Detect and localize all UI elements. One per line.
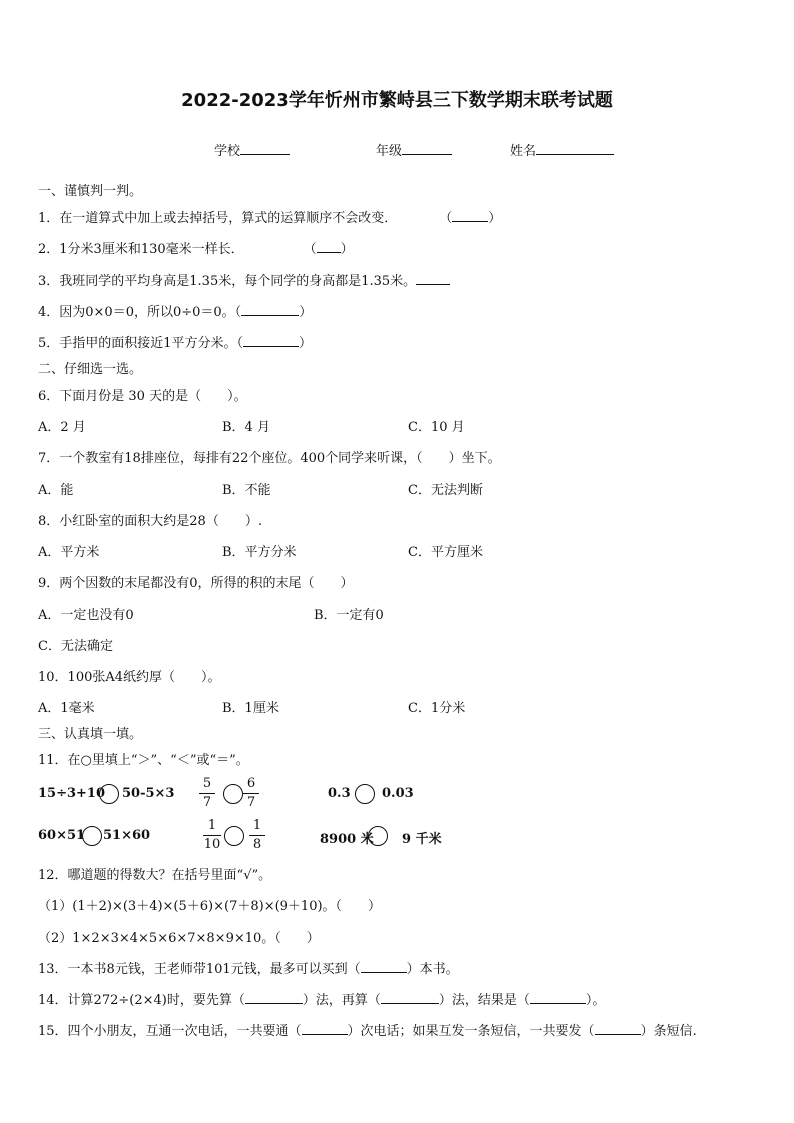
name-label: 姓名 bbox=[510, 144, 537, 159]
question-12: 12．哪道题的得数大？在括号里面“√”。 bbox=[38, 868, 272, 883]
q15-blank-1[interactable] bbox=[302, 1022, 348, 1035]
name-field bbox=[510, 140, 614, 159]
q10-option-a[interactable]: A．1毫米 bbox=[38, 701, 95, 716]
q5-answer-blank[interactable] bbox=[243, 334, 299, 347]
school-blank[interactable] bbox=[240, 142, 290, 155]
cmp4-circle[interactable] bbox=[82, 826, 102, 846]
fraction-1-10: 1 10 bbox=[203, 818, 221, 852]
q2-answer-blank[interactable] bbox=[317, 240, 341, 253]
fraction-5-7: 5 7 bbox=[199, 776, 215, 811]
cmp3-right: 0.03 bbox=[382, 786, 414, 801]
q3-answer-blank[interactable] bbox=[416, 272, 450, 285]
q7-option-b[interactable]: B．不能 bbox=[222, 483, 271, 498]
question-9: 9．两个因数的末尾都没有0，所得的积的末尾（ ） bbox=[38, 576, 354, 591]
question-6: 6．下面月份是 30 天的是（ ）。 bbox=[38, 389, 247, 404]
q8-option-a[interactable]: A．平方米 bbox=[38, 545, 100, 560]
q6-option-c[interactable]: C．10 月 bbox=[408, 420, 465, 435]
question-1: 1．在一道算式中加上或去掉括号，算式的运算顺序不会改变． （ ） bbox=[38, 211, 502, 226]
cmp1-left: 15÷3+10 bbox=[38, 786, 106, 801]
question-3 bbox=[38, 270, 450, 289]
cmp6-circle[interactable] bbox=[368, 826, 388, 846]
q9-option-b[interactable]: B．一定有0 bbox=[314, 608, 384, 623]
cmp6-left: 8900 米 bbox=[320, 832, 374, 847]
q9-option-a[interactable]: A．一定也没有0 bbox=[38, 608, 134, 623]
question-4: 4．因为0×0＝0，所以0÷0＝0。（ ） bbox=[38, 305, 313, 320]
cmp6-right: 9 千米 bbox=[402, 832, 442, 847]
fraction-6-7: 6 7 bbox=[243, 776, 259, 811]
question-1-text: 1．在一道算式中加上或去掉括号，算式的运算顺序不会改变． bbox=[38, 211, 398, 226]
cmp1-right: 50-5×3 bbox=[122, 786, 175, 801]
grade-label: 年级 bbox=[376, 144, 403, 159]
q7-option-c[interactable]: C．无法判断 bbox=[408, 483, 483, 498]
question-14-text-a: 14．计算272÷(2×4)时，要先算（ bbox=[38, 993, 245, 1008]
question-7: 7．一个教室有18排座位，每排有22个座位。400个同学来听课，（ ）坐下。 bbox=[38, 451, 501, 466]
name-blank[interactable] bbox=[536, 142, 614, 155]
question-13 bbox=[38, 958, 459, 977]
question-12-part-2: （2）1×2×3×4×5×6×7×8×9×10。（ ） bbox=[38, 931, 320, 946]
school-label: 学校 bbox=[214, 144, 241, 159]
grade-field bbox=[376, 140, 452, 159]
q1-answer-blank[interactable] bbox=[452, 209, 488, 222]
question-13-text-b: ）本书。 bbox=[406, 962, 459, 977]
question-5-text: 5．手指甲的面积接近1平方分米。（ bbox=[38, 336, 244, 351]
q8-option-b[interactable]: B．平方分米 bbox=[222, 545, 297, 560]
question-5: 5．手指甲的面积接近1平方分米。（ ） bbox=[38, 336, 313, 351]
q13-answer-blank[interactable] bbox=[361, 960, 407, 973]
cmp3-circle[interactable] bbox=[355, 784, 375, 804]
question-2: 2．1分米3厘米和130毫米一样长． （ ） bbox=[38, 242, 354, 257]
question-13-text-a: 13．一本书8元钱，王老师带101元钱，最多可以买到（ bbox=[38, 962, 361, 977]
cmp5-circle[interactable] bbox=[224, 826, 244, 846]
q4-answer-blank[interactable] bbox=[241, 303, 299, 316]
question-15-text-a: 15．四个小朋友，互通一次电话，一共要通（ bbox=[38, 1024, 302, 1039]
q14-blank-3[interactable] bbox=[530, 991, 586, 1004]
question-15-text-c: ）条短信. bbox=[640, 1024, 697, 1039]
q6-option-a[interactable]: A．2 月 bbox=[38, 420, 86, 435]
q7-option-a[interactable]: A．能 bbox=[38, 483, 74, 498]
question-10: 10．100张A4纸约厚（ ）。 bbox=[38, 670, 221, 685]
q10-option-c[interactable]: C．1分米 bbox=[408, 701, 466, 716]
school-field bbox=[214, 140, 290, 159]
cmp4-right: 51×60 bbox=[103, 828, 151, 843]
question-15 bbox=[38, 1020, 697, 1039]
q10-option-b[interactable]: B．1厘米 bbox=[222, 701, 279, 716]
question-11: 11．在○里填上“＞”、“＜”或“＝”。 bbox=[38, 753, 249, 768]
question-14-text-d: ）。 bbox=[585, 993, 606, 1008]
q14-blank-2[interactable] bbox=[381, 991, 439, 1004]
question-3-text: 3．我班同学的平均身高是1.35米，每个同学的身高都是1.35米。 bbox=[38, 274, 417, 289]
question-8: 8．小红卧室的面积大约是28（ ）. bbox=[38, 514, 262, 529]
cmp3-left: 0.3 bbox=[328, 786, 351, 801]
cmp4-left: 60×51 bbox=[38, 828, 86, 843]
cmp1-circle[interactable] bbox=[99, 784, 119, 804]
q15-blank-2[interactable] bbox=[595, 1022, 641, 1035]
section-2-heading: 二、仔细选一选。 bbox=[38, 362, 143, 377]
cmp2-circle[interactable] bbox=[223, 784, 243, 804]
grade-blank[interactable] bbox=[402, 142, 452, 155]
question-14 bbox=[38, 989, 605, 1008]
q14-blank-1[interactable] bbox=[245, 991, 303, 1004]
q9-option-c[interactable]: C．无法确定 bbox=[38, 639, 113, 654]
section-1-heading: 一、谨慎判一判。 bbox=[38, 184, 143, 199]
question-4-text: 4．因为0×0＝0，所以0÷0＝0。（ bbox=[38, 305, 242, 320]
section-3-heading: 三、认真填一填。 bbox=[38, 727, 143, 742]
question-2-text: 2．1分米3厘米和130毫米一样长． bbox=[38, 242, 244, 257]
page-title: 2022-2023学年忻州市繁峙县三下数学期末联考试题 bbox=[181, 90, 613, 111]
fraction-1-8: 1 8 bbox=[249, 818, 265, 853]
question-15-text-b: ）次电话；如果互发一条短信，一共要发（ bbox=[347, 1024, 595, 1039]
q8-option-c[interactable]: C．平方厘米 bbox=[408, 545, 483, 560]
question-14-text-c: ）法，结果是（ bbox=[438, 993, 530, 1008]
question-14-text-b: ）法，再算（ bbox=[302, 993, 381, 1008]
q6-option-b[interactable]: B．4 月 bbox=[222, 420, 270, 435]
question-12-part-1: （1）(1＋2)×(3＋4)×(5＋6)×(7＋8)×(9＋10)。（ ） bbox=[38, 899, 382, 914]
